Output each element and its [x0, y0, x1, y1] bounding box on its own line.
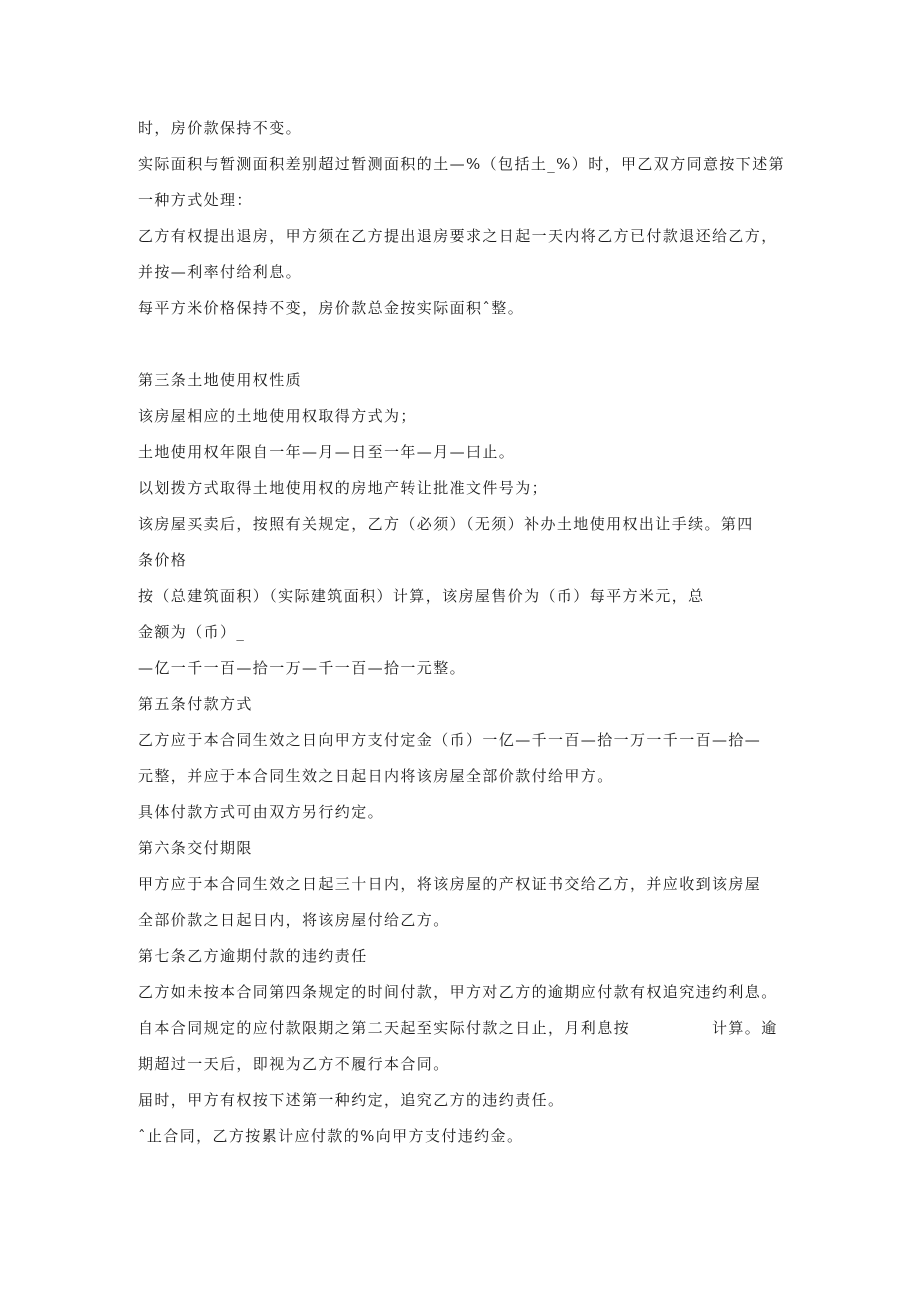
text-line: 每平方米价格保持不变，房价款总金按实际面积ˆ整。	[138, 299, 525, 317]
text-line: 元整，并应于本合同生效之日起日内将该房屋全部价款付给甲方。	[138, 767, 614, 785]
section-heading-payment: 第五条付款方式	[138, 695, 253, 713]
text-line: 条价格	[138, 551, 188, 569]
text-line: 期超过一天后，即视为乙方不履行本合同。	[138, 1055, 450, 1073]
section-heading-land-use: 第三条土地使用权性质	[138, 371, 303, 389]
text-line: 金额为（币）_	[138, 623, 246, 641]
text-line: 实际面积与暂测面积差别超过暂测面积的土—%（包括土_%）时，甲乙双方同意按下述第	[138, 155, 786, 173]
text-line: 按（总建筑面积）（实际建筑面积）计算，该房屋售价为（币）每平方米元，总	[138, 587, 705, 605]
text-line: 具体付款方式可由双方另行约定。	[138, 803, 385, 821]
text-line: 时，房价款保持不变。	[138, 119, 303, 137]
text-line: 土地使用权年限自一年—月—日至一年—月—曰止。	[138, 443, 516, 461]
text-line: 自本合同规定的应付款限期之第二天起至实际付款之日止，月利息按 计算。逾	[138, 1019, 778, 1037]
section-heading-default-liability: 第七条乙方逾期付款的违约责任	[138, 947, 368, 965]
text-line: 该房屋相应的土地使用权取得方式为；	[138, 407, 417, 425]
text-line: 并按—利率付给利息。	[138, 263, 303, 281]
text-line: 乙方应于本合同生效之日向甲方支付定金（币）一亿—千一百—拾一万一千一百—拾—	[138, 731, 762, 749]
text-line: ˆ止合同，乙方按累计应付款的%向甲方支付违约金。	[138, 1127, 524, 1145]
text-line: 一种方式处理：	[138, 191, 253, 209]
section-heading-delivery: 第六条交付期限	[138, 839, 253, 857]
text-line: 甲方应于本合同生效之日起三十日内，将该房屋的产权证书交给乙方，并应收到该房屋	[138, 875, 762, 893]
text-line: 届时，甲方有权按下述第一种约定，追究乙方的违约责任。	[138, 1091, 565, 1109]
text-line: 全部价款之日起日内，将该房屋付给乙方。	[138, 911, 450, 929]
text-line: 该房屋买卖后，按照有关规定，乙方（必须）（无须）补办土地使用权出让手续。第四	[138, 515, 754, 533]
text-line: —亿一千一百—拾一万—千一百—拾一元整。	[138, 659, 467, 677]
text-line: 乙方有权提出退房，甲方须在乙方提出退房要求之日起一天内将乙方已付款退还给乙方，	[138, 227, 778, 245]
text-line: 乙方如未按本合同第四条规定的时间付款，甲方对乙方的逾期应付款有权追究违约利息。	[138, 983, 778, 1001]
text-line: 以划拨方式取得土地使用权的房地产转让批准文件号为；	[138, 479, 549, 497]
